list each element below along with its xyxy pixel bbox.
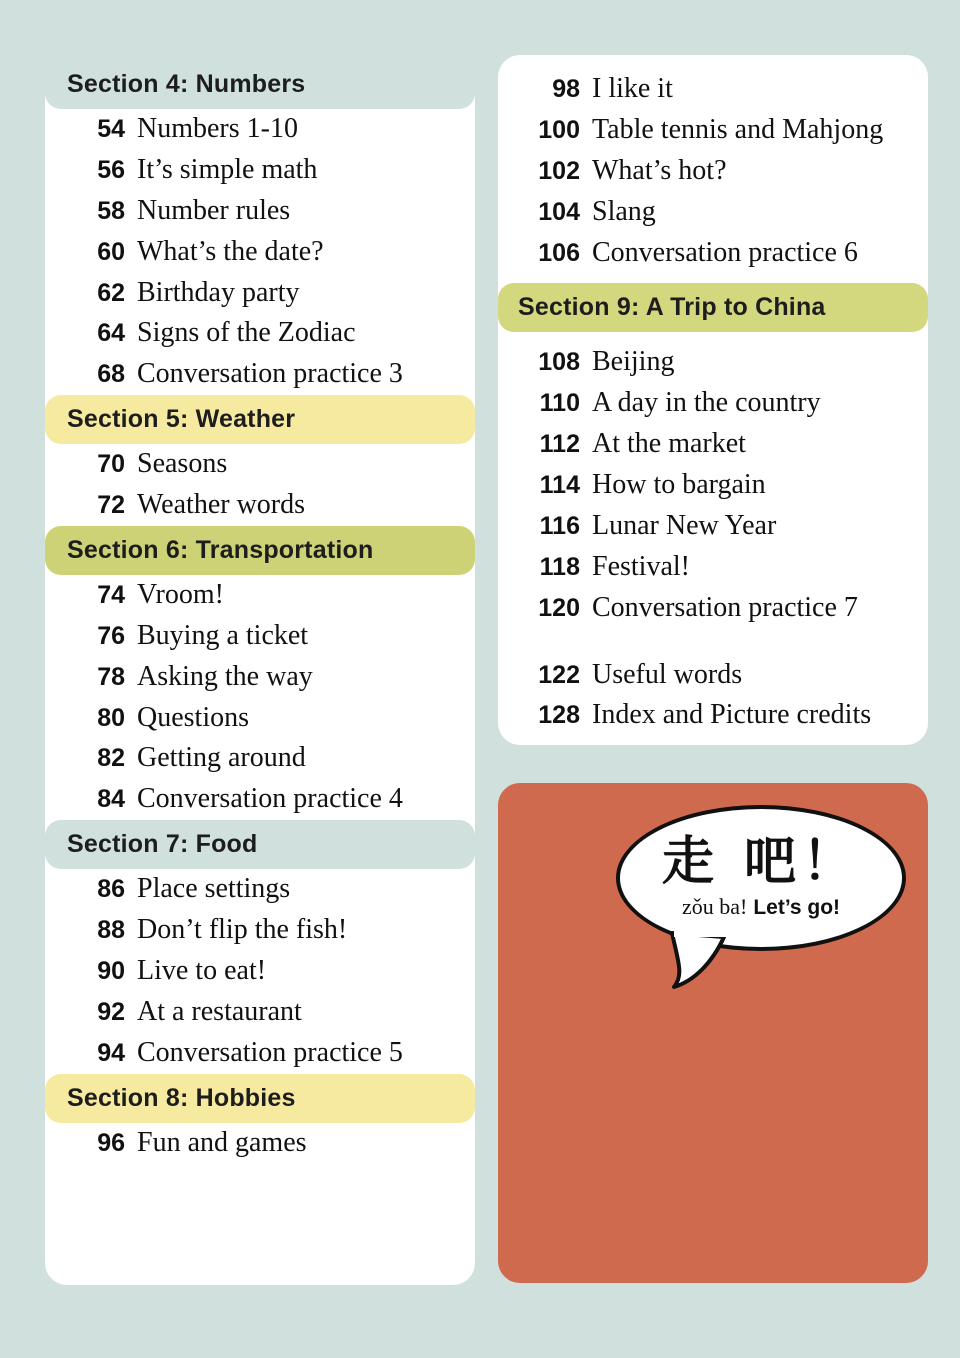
entry-title: It’s simple math	[137, 153, 318, 185]
entry-title: At a restaurant	[137, 995, 302, 1027]
entry-title: Beijing	[592, 346, 675, 378]
entry-title: Festival!	[592, 550, 690, 582]
toc-entry[interactable]	[45, 273, 475, 314]
entry-title: Conversation practice 6	[592, 236, 858, 268]
toc-block-section-5	[45, 395, 475, 526]
page-number: 118	[539, 552, 580, 581]
page-number: 82	[97, 744, 125, 773]
toc-entry[interactable]	[498, 110, 928, 151]
page-number: 64	[97, 319, 125, 348]
entry-title: Don’t flip the fish!	[137, 914, 348, 945]
speech-bubble	[616, 805, 906, 980]
page-number: 78	[97, 662, 125, 691]
page-number: 106	[538, 238, 580, 267]
entry-title: Fun and games	[137, 1126, 307, 1158]
page-number: 110	[539, 389, 580, 418]
toc-entry[interactable]	[45, 109, 475, 150]
entry-title: Asking the way	[137, 660, 313, 692]
entry-title: How to bargain	[592, 469, 766, 500]
section-header-trip-to-china: Section 9: A Trip to China	[498, 283, 928, 332]
toc-block-section-6	[45, 526, 475, 820]
entry-title: What’s the date?	[137, 235, 324, 267]
page-number: 94	[97, 1038, 125, 1067]
toc-entry[interactable]	[45, 575, 475, 616]
toc-entry[interactable]	[498, 547, 928, 588]
list-gap-divider	[498, 629, 928, 655]
toc-entry[interactable]	[498, 506, 928, 547]
speech-bubble-body	[616, 805, 906, 951]
toc-entry[interactable]	[45, 910, 475, 951]
entry-title: I like it	[592, 73, 673, 104]
page-number: 120	[538, 593, 580, 622]
toc-entry[interactable]	[45, 657, 475, 698]
page-number: 100	[538, 115, 580, 144]
entry-list-section-9	[498, 332, 928, 628]
entry-title: Useful words	[592, 658, 743, 690]
toc-entry[interactable]	[45, 616, 475, 657]
toc-entry[interactable]	[45, 951, 475, 992]
entry-list-section-4	[45, 109, 475, 395]
page-number: 88	[97, 916, 125, 944]
toc-entry[interactable]	[45, 150, 475, 191]
left-column-card	[45, 60, 475, 1285]
entry-title: Index and Picture credits	[592, 699, 872, 731]
entry-title: What’s hot?	[592, 154, 727, 186]
page-number: 96	[97, 1128, 125, 1157]
toc-entry[interactable]	[45, 232, 475, 273]
section-header-numbers: Section 4: Numbers	[45, 60, 475, 109]
entry-title: Conversation practice 7	[592, 591, 858, 623]
entry-title: A day in the country	[592, 387, 821, 419]
entry-title: Seasons	[137, 448, 228, 480]
toc-block-section-7	[45, 820, 475, 1073]
page-number: 104	[538, 197, 580, 226]
page-number: 72	[97, 491, 125, 519]
entry-title: Questions	[137, 701, 249, 733]
entry-title: Conversation practice 5	[137, 1036, 403, 1068]
page-number: 74	[97, 580, 125, 609]
toc-entry[interactable]	[498, 695, 928, 736]
entry-title: Conversation practice 3	[137, 358, 403, 390]
toc-entry[interactable]	[45, 485, 475, 526]
toc-entry[interactable]	[498, 424, 928, 465]
illustration-panel	[498, 783, 928, 1283]
toc-entry[interactable]	[45, 1123, 475, 1164]
toc-entry[interactable]	[498, 588, 928, 629]
entry-title: Slang	[592, 195, 656, 227]
page-number: 56	[97, 155, 125, 184]
toc-entry[interactable]	[498, 383, 928, 424]
toc-entry[interactable]	[498, 151, 928, 192]
page-number: 108	[538, 348, 580, 377]
entry-title: Place settings	[137, 873, 291, 905]
entry-title: Buying a ticket	[137, 619, 309, 651]
toc-entry[interactable]	[498, 465, 928, 506]
entry-title: Live to eat!	[137, 954, 267, 986]
entry-title: Numbers 1-10	[137, 113, 298, 144]
entry-title: Table tennis and Mahjong	[592, 113, 884, 145]
speech-bubble-pinyin: zǒu ba!	[681, 894, 748, 919]
toc-entry[interactable]	[498, 655, 928, 696]
toc-entry[interactable]	[498, 192, 928, 233]
page-number: 102	[538, 156, 580, 185]
entry-title: Weather words	[137, 489, 306, 520]
page-number: 128	[538, 701, 580, 730]
entry-list-section-8-cont	[498, 55, 928, 283]
entry-title: Vroom!	[137, 578, 224, 610]
page-number: 114	[539, 471, 580, 499]
speech-bubble-caption	[682, 894, 840, 920]
toc-entry[interactable]	[45, 191, 475, 232]
entry-list-section-6	[45, 575, 475, 820]
entry-title: Number rules	[137, 194, 291, 226]
page-number: 70	[97, 450, 125, 479]
page-number: 112	[539, 430, 580, 459]
entry-title: Getting around	[137, 742, 306, 774]
toc-entry[interactable]	[45, 779, 475, 820]
page-number: 84	[97, 785, 125, 814]
page-number: 80	[97, 703, 125, 732]
page-number: 92	[97, 997, 125, 1026]
toc-entry[interactable]	[45, 738, 475, 779]
page-number: 86	[97, 875, 125, 904]
toc-entry[interactable]	[45, 313, 475, 354]
entry-title: Signs of the Zodiac	[137, 317, 356, 349]
page-number: 122	[538, 660, 580, 689]
entry-title: Lunar New Year	[592, 509, 777, 541]
speech-bubble-translation: Let’s go!	[753, 896, 841, 919]
page-number: 116	[539, 511, 580, 540]
toc-entry[interactable]	[45, 354, 475, 395]
page-number: 60	[97, 237, 125, 266]
page-number: 58	[97, 196, 125, 225]
toc-entry[interactable]	[45, 444, 475, 485]
entry-list-section-8	[45, 1123, 475, 1164]
entry-list-back-matter	[498, 655, 928, 737]
entry-list-section-7	[45, 869, 475, 1073]
toc-entry[interactable]	[498, 69, 928, 110]
entry-title: Conversation practice 4	[137, 783, 403, 815]
entry-title: At the market	[592, 428, 746, 460]
page-number: 68	[97, 360, 125, 389]
page-number: 98	[552, 75, 580, 103]
section-header-transportation: Section 6: Transportation	[45, 526, 475, 575]
toc-block-section-4	[45, 60, 475, 395]
entry-title: Birthday party	[137, 276, 300, 308]
toc-entry[interactable]	[45, 869, 475, 910]
page-number: 54	[97, 115, 125, 143]
section-header-food: Section 7: Food	[45, 820, 475, 869]
speech-bubble-hanzi: 走 吧！	[661, 832, 861, 892]
page-number: 90	[97, 956, 125, 985]
right-column-card	[498, 55, 928, 745]
toc-entry[interactable]	[45, 992, 475, 1033]
toc-entry[interactable]	[45, 1033, 475, 1074]
toc-entry[interactable]	[45, 698, 475, 739]
section-header-hobbies: Section 8: Hobbies	[45, 1074, 475, 1123]
toc-entry[interactable]	[498, 233, 928, 274]
entry-list-section-5	[45, 444, 475, 526]
page-number: 76	[97, 621, 125, 650]
toc-entry[interactable]	[498, 342, 928, 383]
section-header-weather: Section 5: Weather	[45, 395, 475, 444]
page-number: 62	[97, 278, 125, 307]
toc-block-section-8	[45, 1074, 475, 1164]
